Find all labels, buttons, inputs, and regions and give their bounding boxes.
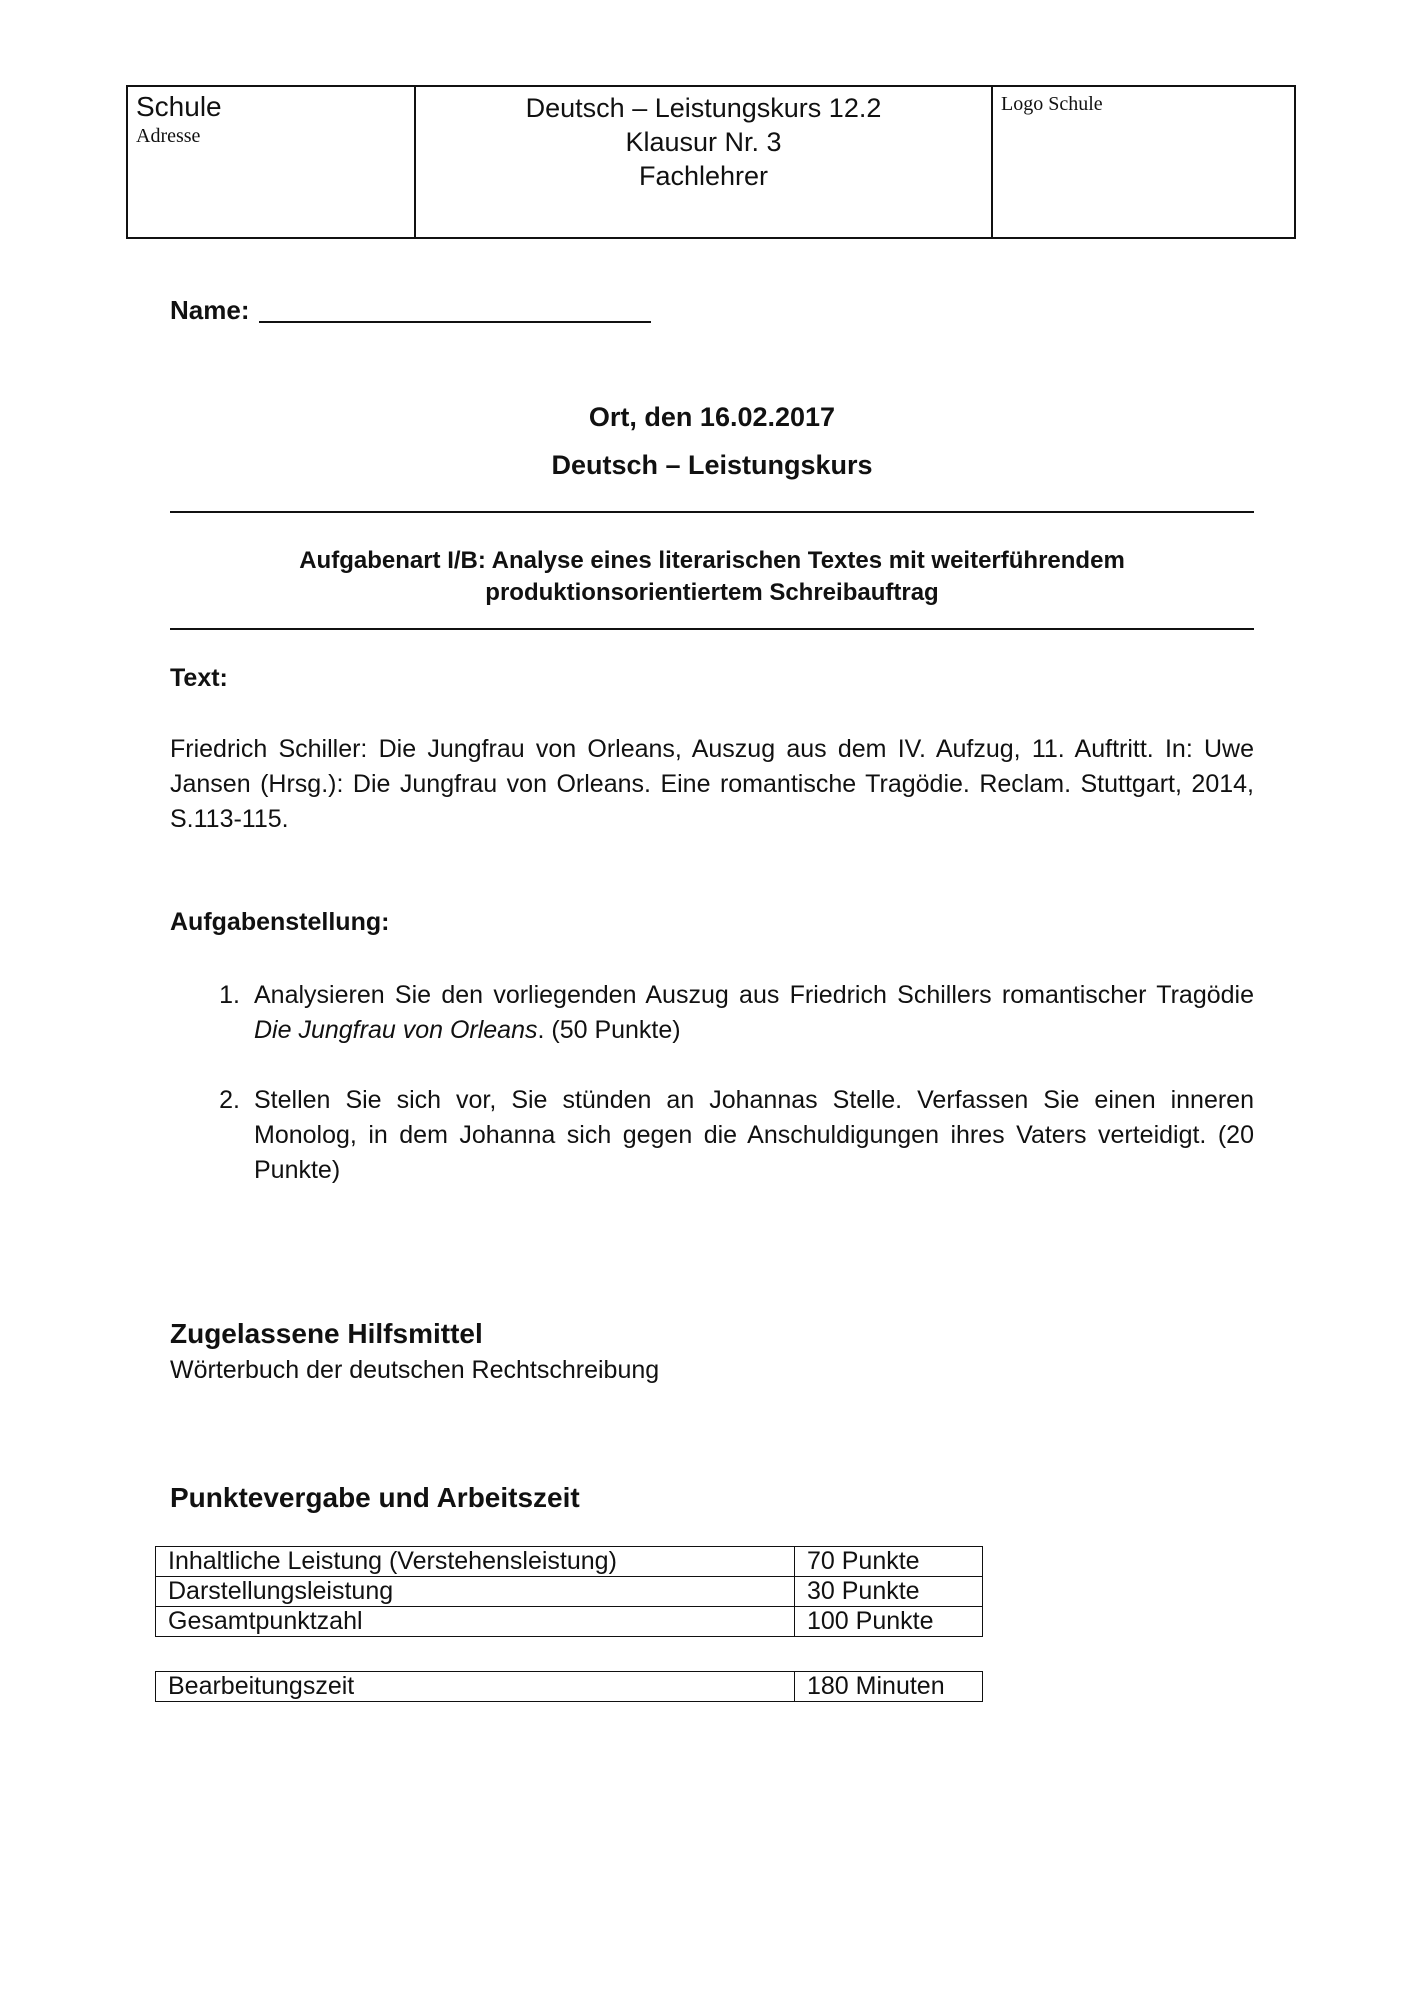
scoring-heading: Punktevergabe und Arbeitszeit [170, 1482, 580, 1513]
table-cell-value: 70 Punkte [795, 1547, 983, 1577]
name-field [170, 295, 651, 326]
task-type [170, 545, 1254, 609]
tasks-label: Aufgabenstellung: [170, 908, 390, 936]
school-name: Schule [136, 91, 222, 122]
school-address: Adresse [136, 125, 201, 147]
table-cell-label: Gesamtpunktzahl [156, 1607, 795, 1637]
school-cell [128, 87, 416, 237]
exam-number: Klausur Nr. 3 [625, 127, 782, 157]
table-cell-label: Darstellungsleistung [156, 1577, 795, 1607]
table-cell-value: 100 Punkte [795, 1607, 983, 1637]
course-title: Deutsch – Leistungskurs 12.2 [525, 93, 882, 123]
table-cell-value: 180 Minuten [795, 1672, 983, 1702]
header-table [126, 85, 1296, 239]
task-list [170, 978, 1254, 1223]
list-item [170, 1083, 1254, 1188]
scoring-table [155, 1546, 983, 1637]
text-label: Text: [170, 664, 228, 692]
logo-cell [993, 87, 1294, 237]
table-cell-label: Inhaltliche Leistung (Verstehensleistung) [156, 1547, 795, 1577]
date-line: Ort, den 16.02.2017 [588, 402, 836, 432]
school-logo-placeholder: Logo Schule [1001, 93, 1103, 115]
task-text: Stellen Sie sich vor, Sie stünden an Johannas Stelle. Verfassen Sie einen inneren Monolog, in dem Johanna sich gegen die Anschuldigungen ihres Vaters verteidigt. (20 Punkte) [254, 1086, 1254, 1184]
task-text [254, 978, 1254, 1048]
table-row [156, 1607, 983, 1637]
time-table [155, 1671, 983, 1702]
divider [170, 628, 1254, 630]
source-citation: Friedrich Schiller: Die Jungfrau von Orleans, Auszug aus dem IV. Aufzug, 11. Auftritt. In: Uwe Jansen (Hrsg.): Die Jungfrau von Orleans. Eine romantische Tragödie. Reclam. Stuttgart, 2014, S.113-115. [170, 735, 1254, 833]
task-type-line-1: Aufgabenart I/B: Analyse eines literarischen Textes mit weiterführendem [299, 547, 1125, 574]
table-row [156, 1672, 983, 1702]
task-text-part: Analysieren Sie den vorliegenden Auszug aus Friedrich Schillers romantischer Tragödie [254, 981, 1254, 1009]
work-title: Die Jungfrau von Orleans [254, 1016, 538, 1044]
name-label: Name: [170, 295, 250, 325]
table-cell-value: 30 Punkte [795, 1577, 983, 1607]
task-text-part: . (50 Punkte) [537, 1016, 681, 1044]
aids-text: Wörterbuch der deutschen Rechtschreibung [170, 1356, 660, 1384]
task-number: 1. [219, 981, 240, 1009]
teacher-label: Fachlehrer [638, 161, 769, 191]
name-blank-line[interactable] [259, 299, 651, 323]
divider [170, 511, 1254, 513]
course-cell [416, 87, 993, 237]
table-row [156, 1577, 983, 1607]
aids-heading: Zugelassene Hilfsmittel [170, 1318, 483, 1349]
subject-line: Deutsch – Leistungskurs [551, 450, 873, 480]
task-type-line-2: produktionsorientiertem Schreibauftrag [485, 579, 939, 606]
task-number: 2. [219, 1086, 240, 1114]
table-cell-label: Bearbeitungszeit [156, 1672, 795, 1702]
table-row [156, 1547, 983, 1577]
list-item [170, 978, 1254, 1048]
